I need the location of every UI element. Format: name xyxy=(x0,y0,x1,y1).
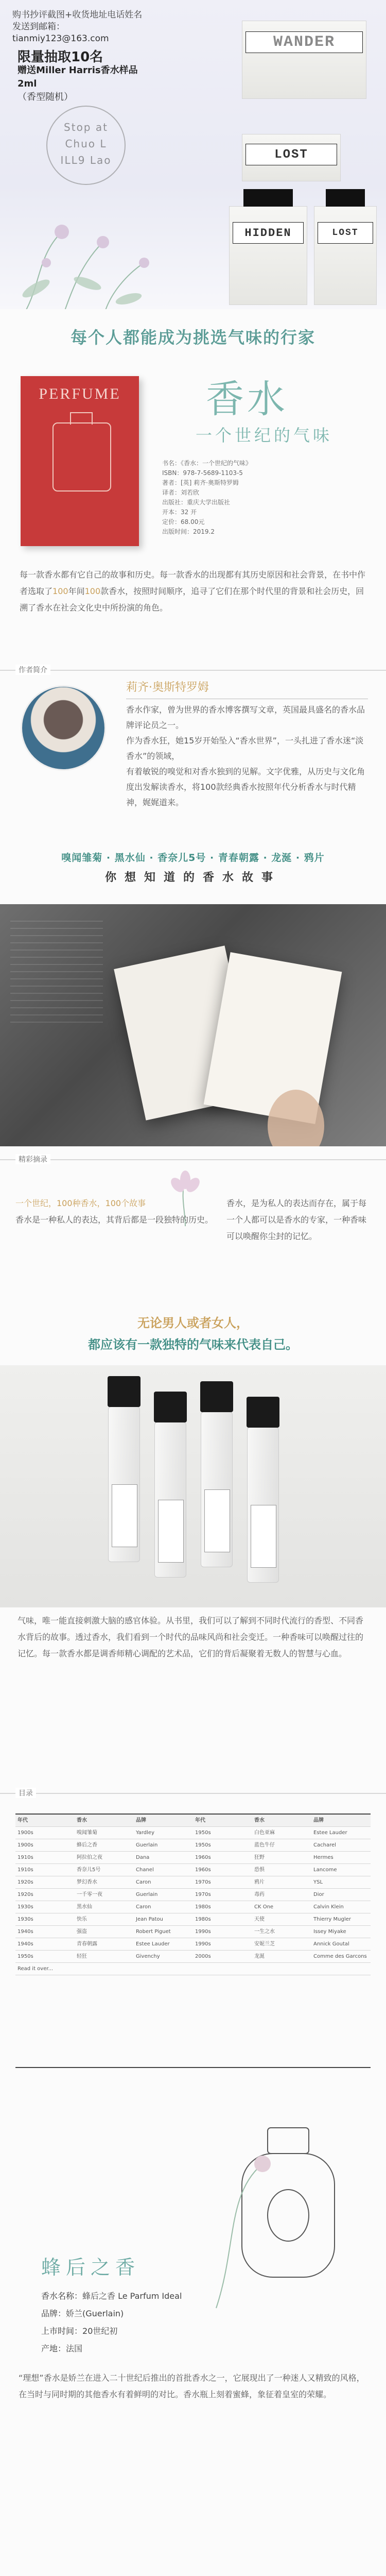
table-row xyxy=(15,1852,371,1864)
author-avatar xyxy=(21,685,106,771)
meta-label: 产地： xyxy=(41,2344,66,2353)
photo-texture xyxy=(10,920,103,1023)
table-cell: 青春朝露 xyxy=(77,1941,97,1947)
book-info-line: 定价：68.00元 xyxy=(162,518,205,526)
table-footer-text: Read it over... xyxy=(17,1966,54,1972)
table-cell: 1970s xyxy=(195,1892,211,1897)
table-cell: 安妮兰芝 xyxy=(254,1941,275,1947)
section-label: 目录 xyxy=(15,1788,36,1798)
table-cell: Annick Goutal xyxy=(313,1941,349,1947)
table-body xyxy=(15,1827,371,1963)
author-section xyxy=(0,665,386,845)
vials-photo xyxy=(0,1365,386,1607)
perfume-meta xyxy=(41,2287,182,2358)
perfume-bottle xyxy=(229,206,307,305)
perfume-item-1 xyxy=(0,2081,386,2561)
table-row xyxy=(15,1839,371,1852)
perfume-item-2 xyxy=(0,2566,386,2576)
vial-label xyxy=(158,1500,184,1563)
table-cell: Estee Lauder xyxy=(136,1941,170,1947)
table-cell: Hermes xyxy=(313,1855,334,1860)
table-row xyxy=(15,1889,371,1901)
perfume-title xyxy=(21,2571,201,2576)
extract-highlight: 一个世纪，100种香水，100个故事 xyxy=(15,1198,146,1208)
bottle-cap xyxy=(243,189,293,207)
perfume-bottle xyxy=(314,206,377,305)
table-cell: Robert Piguet xyxy=(136,1929,171,1935)
table-row xyxy=(15,1938,371,1951)
table-cell: 阿拉伯之夜 xyxy=(77,1855,102,1860)
book-info-line: 出版时间：2019.2 xyxy=(162,528,215,535)
table-cell: 鸦片 xyxy=(254,1879,265,1885)
table-cell: Issey Miyake xyxy=(313,1929,346,1935)
postmark-stamp xyxy=(46,106,126,185)
table-cell: Yardley xyxy=(136,1830,154,1836)
table-cell: Cacharel xyxy=(313,1842,336,1848)
table-cell: 1980s xyxy=(195,1904,211,1910)
book-section xyxy=(0,366,386,582)
table-cell: 1900s xyxy=(17,1842,33,1848)
meta-value: 20世纪初 xyxy=(82,2326,118,2336)
table-cell: Chanel xyxy=(136,1867,154,1873)
table-cell: 1920s xyxy=(17,1892,33,1897)
table-header-cell: 年代 xyxy=(17,1818,28,1823)
cover-title: PERFUME xyxy=(39,385,121,402)
meta-value: 娇兰(Guerlain) xyxy=(66,2309,124,2318)
section-label: 作者简介 xyxy=(15,665,50,675)
stamp-text: Stop at xyxy=(64,121,108,133)
bottle-illustration xyxy=(206,2092,371,2318)
meta-value: 法国 xyxy=(66,2344,83,2353)
intro-highlight: 100 xyxy=(52,586,68,596)
table-row xyxy=(15,1926,371,1938)
giveaway-line-3: （香型随机） xyxy=(17,92,73,103)
instruction-line: 购书抄评截图+收货地址电话姓名 xyxy=(12,10,143,20)
author-bio-line: 作为香水狂，她15岁开始坠入“香水世界”，一头扎进了香水迷“淡香水”的领域， xyxy=(126,736,364,761)
table-cell: 1950s xyxy=(195,1842,211,1848)
table-cell: 蜂后之香 xyxy=(77,1842,97,1848)
table-cell: Guerlain xyxy=(136,1892,158,1897)
table-cell: 2000s xyxy=(195,1954,211,1959)
book-info-line: ISBN：978-7-5689-1103-5 xyxy=(162,469,243,477)
extract-right: 香水，是为私人的表达而存在，属于每一个人都可以是香水的专家，一种香味可以唤醒你尘封的记忆。 xyxy=(226,1198,367,1241)
giveaway-box xyxy=(17,50,146,104)
table-cell: 天使 xyxy=(254,1917,265,1922)
table-cell: Calvin Klein xyxy=(313,1904,344,1910)
tagline: 每个人都能成为挑选气味的行家 xyxy=(70,328,315,347)
meta-value: 蜂后之香 Le Parfum Ideal xyxy=(82,2291,182,2301)
extract-3-text: 气味，唯一能直接刺激大脑的感官体验。从书里，我们可以了解到不同时代流行的香型、不同香水背后的故事。透过香水，我们看到一个时代的品味风尚和社会变迁。一种香味可以唤醒过往的记忆。每一款香水都是调香师精心调配的艺术品，它们的背后凝聚着无数人的智慧与心血。 xyxy=(17,1616,364,1658)
table-cell: Givenchy xyxy=(136,1954,160,1959)
table-cell: 1910s xyxy=(17,1855,33,1860)
table-cell: 1940s xyxy=(17,1929,33,1935)
author-name: 莉齐·奥斯特罗姆 xyxy=(126,681,209,694)
perfume-vial xyxy=(154,1422,186,1578)
table-cell: 快乐 xyxy=(77,1917,87,1922)
giveaway-line-1: 限量抽取10名 xyxy=(17,49,103,65)
reading-photo xyxy=(0,904,386,1146)
table-row xyxy=(15,1901,371,1913)
author-bio-line: 有着敏锐的嗅觉和对香水独到的见解。文字优雅，从历史与文化角度出发解读香水，将100款经典香水按照年代分析香水与时代精神，娓娓道来。 xyxy=(126,767,365,807)
table-cell: Lancome xyxy=(313,1867,337,1873)
book-info xyxy=(162,459,347,537)
table-cell: 1910s xyxy=(17,1867,33,1873)
author-bio-line: 香水作家，曾为世界的香水博客撰写文章，英国最具盛名的香水品牌评论员之一。 xyxy=(126,705,365,730)
intro-section xyxy=(0,567,386,665)
table-cell: 恐惧 xyxy=(254,1867,265,1873)
table-cell: Estee Lauder xyxy=(313,1830,347,1836)
book-subtitle: 一个世纪的气味 xyxy=(196,426,333,445)
table-cell: 1900s xyxy=(17,1830,33,1836)
perfume-vial xyxy=(247,1427,279,1583)
book-info-line: 书名：《香水：一个世纪的气味》 xyxy=(162,460,252,467)
table-header xyxy=(15,1815,371,1827)
table-cell: 蓝色牛仔 xyxy=(254,1842,275,1848)
header-instructions xyxy=(12,9,146,45)
table-cell: 毒药 xyxy=(254,1892,265,1897)
table-cell: 黑水仙 xyxy=(77,1904,92,1910)
table-cell: 1960s xyxy=(195,1867,211,1873)
plant-illustration xyxy=(0,185,196,309)
table-cell: 轻狂 xyxy=(77,1954,87,1959)
table-cell: Guerlain xyxy=(136,1842,158,1848)
extract-section xyxy=(0,1154,386,1319)
vial-cap xyxy=(247,1397,279,1428)
intro-highlight: 100 xyxy=(84,586,101,596)
table-cell: 1920s xyxy=(17,1879,33,1885)
table-row xyxy=(15,1951,371,1963)
instruction-line[interactable]: 发送到邮箱：tianmiy123@163.com xyxy=(12,22,109,44)
table-cell: 一千零一夜 xyxy=(77,1892,102,1897)
table-cell: Comme des Garcons xyxy=(313,1954,367,1959)
table-cell: Thierry Mugler xyxy=(313,1917,351,1922)
table-header-cell: 品牌 xyxy=(136,1818,146,1823)
perfume-bottle xyxy=(242,134,341,181)
vial-label xyxy=(251,1505,276,1568)
table-cell: 龙涎 xyxy=(254,1954,265,1959)
author-bio xyxy=(126,680,368,810)
slogan-section xyxy=(0,1309,386,1365)
table-header-cell: 香水 xyxy=(77,1818,87,1823)
meta-label: 香水名称： xyxy=(41,2291,83,2301)
table-cell: 1950s xyxy=(17,1954,33,1959)
table-cell: 梦幻香水 xyxy=(77,1879,97,1885)
stamp-text: ILL9 Lao xyxy=(60,154,112,166)
giveaway-line-2: 赠送Miller Harris香水样品2ml xyxy=(17,65,138,89)
table-footer xyxy=(15,1963,371,1975)
scent-list: 嗅闻雏菊 · 黑水仙 · 香奈儿5号 · 青春朝露 · 龙涎 · 鸦片 xyxy=(61,852,325,863)
vial-cap xyxy=(200,1381,233,1412)
bottle-label: LOST xyxy=(318,222,373,244)
section-divider xyxy=(0,1159,386,1160)
contents-table-section xyxy=(0,1788,386,2076)
scent-heading: 你想知道的香水故事 xyxy=(104,871,281,884)
book-info-line: 开本：32 开 xyxy=(162,509,197,516)
table-cell: Caron xyxy=(136,1879,151,1885)
table-cell: Jean Patou xyxy=(136,1917,163,1922)
header-banner xyxy=(0,0,386,309)
table-cell: 1930s xyxy=(17,1904,33,1910)
table-cell: 1970s xyxy=(195,1879,211,1885)
table-cell: 嗅闻雏菊 xyxy=(77,1830,97,1836)
table-cell: 1990s xyxy=(195,1941,211,1947)
table-cell: 1960s xyxy=(195,1855,211,1860)
table-cell: Dana xyxy=(136,1855,150,1860)
table-header-cell: 品牌 xyxy=(313,1818,324,1823)
vial-cap xyxy=(154,1392,187,1422)
intro-text: 款香水，按照时间顺序，追寻了它们在那个时代里的背景和社会历史，回溯了香水在社会文化史中所扮演的角色。 xyxy=(20,586,364,613)
stamp-text: Chuo L xyxy=(65,138,107,150)
table-cell: 1980s xyxy=(195,1917,211,1922)
book-info-line: 出版社：重庆大学出版社 xyxy=(162,499,231,506)
slogan-line-1: 无论男人或者女人， xyxy=(137,1316,249,1330)
table-header-cell: 年代 xyxy=(195,1818,205,1823)
table-cell: 一生之水 xyxy=(254,1929,275,1935)
meta-label: 品牌： xyxy=(41,2309,66,2318)
vial-label xyxy=(112,1484,137,1547)
section-label: 精彩摘录 xyxy=(15,1154,50,1164)
meta-row xyxy=(41,2323,182,2340)
table-cell: 1940s xyxy=(17,1941,33,1947)
bottle-label: HIDDEN xyxy=(233,222,304,244)
perfume-title: 蜂后之香 xyxy=(41,2256,141,2279)
perfume-vial xyxy=(108,1406,140,1562)
vial-cap xyxy=(108,1376,141,1407)
meta-row xyxy=(41,2287,182,2305)
table-cell: Dior xyxy=(313,1892,324,1897)
table-row xyxy=(15,1827,371,1839)
intro-text: 每一款香水都有它自己的故事和历史。每一款香水的出现都有其历史原因和社会背景，在书中作者选取了 xyxy=(20,570,366,596)
bottle-outline xyxy=(52,422,111,492)
table-cell: 白色亚麻 xyxy=(254,1830,275,1836)
table-cell: YSL xyxy=(313,1879,323,1885)
section-divider xyxy=(0,1793,386,1794)
perfume-description: “理想”香水是娇兰在进入二十世纪后推出的首批香水之一，它展现出了一种迷人又精致的风格，在当时与同时期的其他香水有着鲜明的对比。香水瓶上刻着蜜蜂，象征着皇室的荣耀。 xyxy=(19,2373,365,2399)
perfume-vial xyxy=(201,1412,233,1567)
table-row xyxy=(15,1876,371,1889)
table-row xyxy=(15,1913,371,1926)
bottle-label: LOST xyxy=(245,144,337,165)
table-cell: CK One xyxy=(254,1904,274,1910)
contents-table xyxy=(15,1814,371,2068)
meta-row xyxy=(41,2305,182,2323)
book-title: 香水 xyxy=(206,377,288,421)
section-divider xyxy=(0,670,386,671)
slogan-line-2: 都应该有一款独特的气味来代表自己。 xyxy=(88,1337,298,1352)
extract-body: 香水是一种私人的表达，其背后都是一段独特的历史。 xyxy=(15,1215,214,1225)
extract-left xyxy=(15,1195,216,1228)
table-cell: 狂野 xyxy=(254,1855,265,1860)
book-info-line: 译者：刘若欣 xyxy=(162,489,200,496)
meta-label: 上市时间： xyxy=(41,2326,83,2336)
table-header-cell: 香水 xyxy=(254,1818,265,1823)
meta-row xyxy=(41,2340,182,2358)
perfume-bottle xyxy=(242,21,366,99)
table-cell: Caron xyxy=(136,1904,151,1910)
table-cell: 1990s xyxy=(195,1929,211,1935)
tagline-section xyxy=(0,304,386,366)
book-title-block xyxy=(160,376,376,446)
vial-label xyxy=(204,1489,230,1552)
scent-strip xyxy=(0,845,386,902)
table-cell: 1950s xyxy=(195,1830,211,1836)
book-cover xyxy=(21,376,139,546)
table-cell: 香奈儿5号 xyxy=(77,1867,101,1873)
extract-3 xyxy=(0,1613,386,1788)
book-info-line: 著者：[英] 莉齐·奥斯特罗姆 xyxy=(162,479,239,486)
table-cell: 1930s xyxy=(17,1917,33,1922)
intro-paragraph xyxy=(20,567,366,616)
table-cell: 强盗 xyxy=(77,1929,87,1935)
bottle-label: WANDER xyxy=(245,31,363,53)
intro-text: 年间 xyxy=(68,586,85,596)
table-row xyxy=(15,1864,371,1876)
bottle-cap xyxy=(326,189,365,207)
